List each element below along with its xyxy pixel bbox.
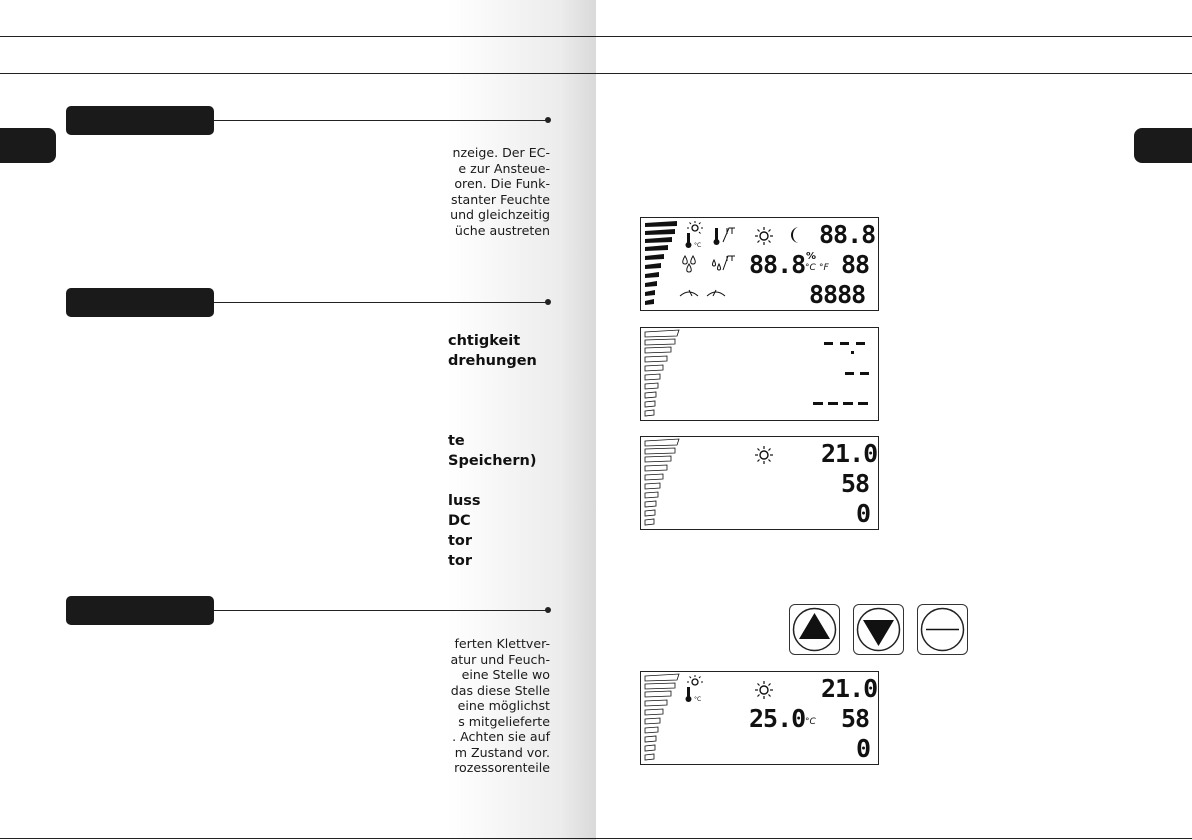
section1-text bbox=[330, 145, 550, 238]
text-line: eine Stelle wo bbox=[461, 667, 550, 682]
lcd-humidity-value: 58 bbox=[841, 704, 870, 733]
menu-item: chtigkeit bbox=[448, 333, 521, 349]
section3-text bbox=[330, 636, 550, 776]
lcd-setpoint-temp: 21.0 bbox=[821, 439, 878, 468]
menu-item: DC bbox=[448, 513, 471, 529]
lcd-bottom-value: 0 bbox=[856, 499, 871, 528]
moon-icon bbox=[787, 225, 805, 245]
sun-thermometer-icon bbox=[679, 674, 707, 704]
menu-item: tor bbox=[448, 533, 473, 549]
lcd-display-with-measurement bbox=[640, 671, 879, 765]
text-line: m Zustand vor. bbox=[454, 744, 550, 760]
unit-fahrenheit: °F bbox=[819, 263, 829, 273]
menu-item: Speichern) bbox=[448, 453, 537, 469]
up-arrow-icon bbox=[790, 605, 839, 654]
section-heading-pill-3 bbox=[66, 596, 214, 625]
text-line: nzeige. Der EC- bbox=[452, 145, 550, 160]
section-heading-pill-2 bbox=[66, 288, 214, 317]
svg-text:°C: °C bbox=[694, 696, 702, 703]
section-dot-3 bbox=[545, 607, 551, 613]
text-line: eine möglichst bbox=[457, 698, 550, 713]
lcd-measured-temp: 25.0 bbox=[749, 704, 806, 733]
header-rule-bottom-right bbox=[596, 73, 1192, 74]
sun-thermometer-icon bbox=[679, 220, 707, 250]
text-line: das diese Stelle bbox=[450, 682, 550, 698]
text-line: . Achten sie auf bbox=[452, 729, 550, 744]
menu-item: luss bbox=[448, 493, 481, 509]
lcd-mid-right-digits: 88 bbox=[841, 250, 870, 279]
footer-rule bbox=[0, 838, 596, 839]
lcd-display-all-segments bbox=[640, 217, 879, 311]
text-line: stanter Feuchte bbox=[451, 191, 550, 207]
section-leader-2 bbox=[214, 302, 548, 303]
unit-percent: % bbox=[806, 251, 817, 262]
lcd-bottom-value: 0 bbox=[856, 734, 871, 763]
text-line: üche austreten bbox=[454, 222, 550, 238]
text-line: ferten Klettver- bbox=[454, 636, 550, 651]
humidity-fan-icon bbox=[709, 252, 739, 276]
text-line: rozessorenteile bbox=[454, 760, 550, 775]
sun-icon bbox=[754, 680, 774, 700]
header-rule-bottom bbox=[0, 73, 596, 74]
section-leader-3 bbox=[214, 610, 548, 611]
section-dot-1 bbox=[545, 117, 551, 123]
sun-icon bbox=[754, 226, 774, 246]
text-line: atur und Feuch- bbox=[450, 651, 550, 667]
menu-item: drehungen bbox=[448, 353, 537, 369]
text-line: oren. Die Funk- bbox=[454, 176, 550, 191]
text-line: e zur Ansteue- bbox=[458, 160, 550, 176]
text-line: s mitgelieferte bbox=[458, 713, 550, 729]
menu-item: tor bbox=[448, 553, 473, 569]
chapter-tab-right bbox=[1134, 128, 1192, 163]
up-button[interactable] bbox=[789, 604, 840, 655]
set-button[interactable] bbox=[917, 604, 968, 655]
section-leader-1 bbox=[214, 120, 548, 121]
unit-celsius: °C bbox=[805, 717, 816, 727]
svg-text:°C: °C bbox=[694, 242, 702, 249]
lcd-top-digits: 88.8 bbox=[819, 220, 876, 249]
down-arrow-icon bbox=[854, 605, 903, 654]
lcd-display-values bbox=[640, 436, 879, 530]
section-dot-2 bbox=[545, 299, 551, 305]
minus-icon bbox=[918, 605, 967, 654]
text-line: und gleichzeitig bbox=[450, 207, 550, 222]
bar-graph-outline bbox=[641, 328, 878, 420]
menu-item: te bbox=[448, 433, 465, 449]
fan-speed-gauges-icon bbox=[677, 284, 733, 304]
humidity-drops-icon bbox=[679, 252, 709, 276]
right-page bbox=[596, 0, 1192, 840]
header-rule-top bbox=[0, 36, 596, 37]
lcd-mid-left-digits: 88.8 bbox=[749, 250, 806, 279]
lcd-setpoint-temp: 21.0 bbox=[821, 674, 878, 703]
lcd-bottom-digits: 8888 bbox=[809, 280, 866, 309]
chapter-tab-left bbox=[0, 128, 56, 163]
lcd-humidity-value: 58 bbox=[841, 469, 870, 498]
footer-rule-right bbox=[596, 838, 1192, 839]
section-heading-pill-1 bbox=[66, 106, 214, 135]
lcd-display-dashes bbox=[640, 327, 879, 421]
unit-celsius: °C bbox=[805, 263, 816, 273]
header-rule-top-right bbox=[596, 36, 1192, 37]
sun-icon bbox=[754, 445, 774, 465]
thermometer-fan-icon bbox=[711, 224, 741, 248]
down-button[interactable] bbox=[853, 604, 904, 655]
